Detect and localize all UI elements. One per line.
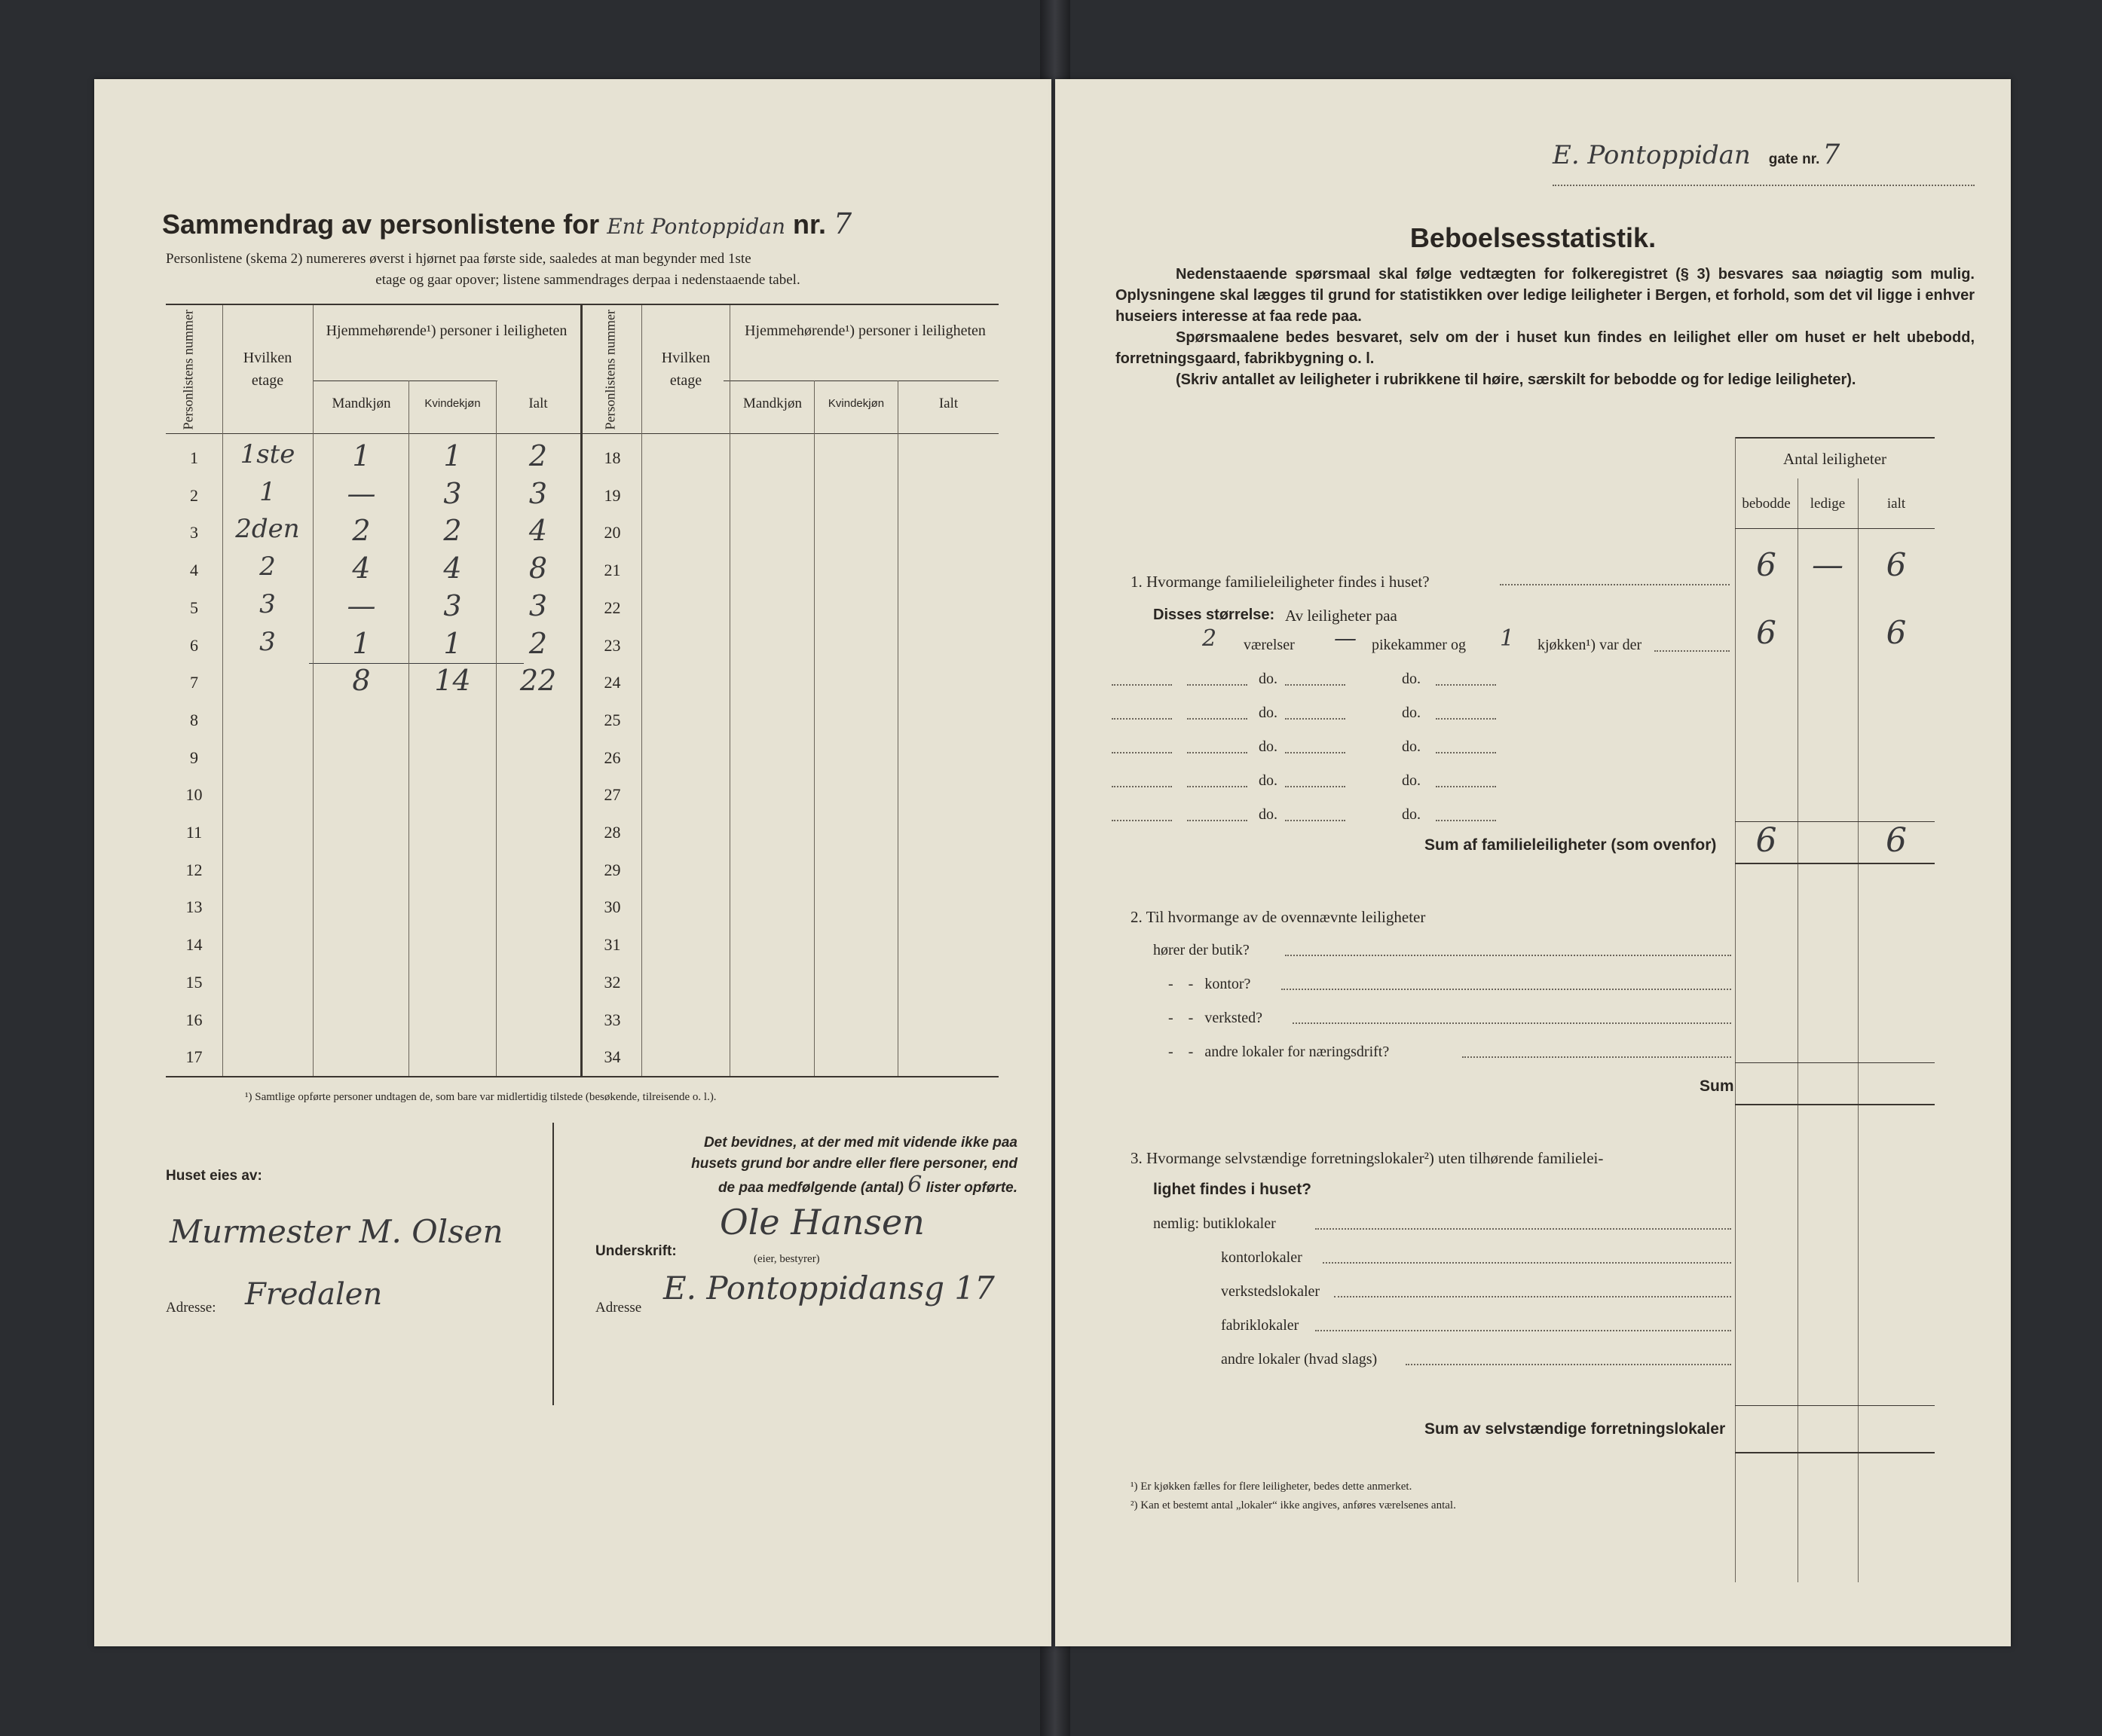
- col-rule-1: [1735, 437, 1736, 1582]
- q3-andre-dots: [1406, 1364, 1731, 1365]
- row-number: 16: [185, 1010, 203, 1029]
- q3-nemlig-dots: [1315, 1228, 1731, 1230]
- q1-row1-dots: [1654, 650, 1730, 652]
- row-number-right: 26: [604, 747, 621, 767]
- cert-line2: husets grund bor andre eller flere personer, end: [691, 1156, 1017, 1172]
- header-ialt: Ialt: [528, 396, 548, 411]
- q3-sum-line: [1735, 1405, 1935, 1406]
- q1-size-text: Av leiligheter paa: [1285, 607, 1397, 625]
- left-intro-line2: etage og gaar opover; listene sammendrages derpaa i nedenstaaende tabel.: [375, 272, 800, 288]
- header-nummer: Personlistens nummer: [180, 310, 196, 430]
- q3-kontor: kontorlokaler: [1221, 1249, 1302, 1266]
- q3-verksted-dots: [1334, 1296, 1731, 1297]
- row-number-right: 24: [604, 673, 621, 692]
- row-number-right: 20: [604, 523, 621, 542]
- cert-line3a: de paa medfølgende (antal): [717, 1180, 904, 1196]
- row-number-right: 31: [604, 935, 621, 955]
- do-dots: [1112, 786, 1172, 787]
- row-etage-hand: 3: [259, 626, 276, 657]
- right-title: Beboelsesstatistik.: [1409, 222, 1657, 253]
- row-number-right: 30: [604, 897, 621, 917]
- q3-line2: lighet findes i huset?: [1153, 1181, 1312, 1198]
- row-number: 17: [185, 1047, 203, 1067]
- q1-sum-ialt: 6: [1886, 821, 1907, 860]
- row-kvinde-hand: 1: [443, 626, 462, 660]
- do-dots: [1285, 786, 1345, 787]
- row-number: 1: [190, 448, 198, 467]
- do-dots: [1285, 684, 1345, 686]
- q3-line1: 3. Hvormange selvstændige forretningslokaler²) uten tilhørende familielei-: [1131, 1149, 1604, 1167]
- do-label-2: do.: [1402, 671, 1421, 687]
- row-mand-hand: 1: [352, 626, 371, 660]
- row-ialt-hand: 3: [528, 588, 548, 622]
- q1-ledige: —: [1812, 546, 1843, 583]
- q2-sum: Sum: [1700, 1077, 1734, 1095]
- q1-vaer: værelser: [1244, 637, 1295, 653]
- left-page: [94, 79, 1051, 1646]
- row-number: 14: [185, 935, 203, 955]
- col-header-line: [1735, 528, 1935, 529]
- q2-kontor-text: kontor?: [1204, 976, 1251, 992]
- col-rule: [814, 381, 815, 1076]
- do-label-1: do.: [1259, 806, 1277, 823]
- row-number: 10: [185, 785, 203, 805]
- col-table-top: [1735, 437, 1935, 439]
- cert-count-handwriting: 6: [907, 1172, 922, 1198]
- row-number: 8: [190, 710, 198, 729]
- signature-handwriting: Ole Hansen: [720, 1202, 925, 1242]
- row-kvinde-hand: 3: [443, 476, 462, 510]
- q2-kontor: - - kontor?: [1168, 976, 1251, 992]
- owner-address-label: Adresse:: [166, 1300, 216, 1316]
- do-dots: [1112, 752, 1172, 753]
- q2-sum-bottom: [1735, 1104, 1935, 1105]
- intro-p1: Nedenstaaende spørsmaal skal følge vedtægten for folkeregistret (§ 3) besvares saa nøiagtig som mulig. Oplysningene skal lægges til grund for statistikken over ledige leiligheter i Bergen, et forhold, som det vil ligge i enhver huseiers interesse at faa rede paa.: [1115, 266, 1975, 325]
- do-dots: [1112, 820, 1172, 821]
- row-etage-hand: 2: [259, 552, 276, 582]
- header-etage: Hvilken etage: [243, 350, 292, 389]
- q1-kjok: kjøkken¹) var der: [1537, 637, 1642, 653]
- footnote-1: ¹) Er kjøkken fælles for flere leiligheter, bedes dette anmerket.: [1131, 1481, 1412, 1493]
- q2-verksted: - - verksted?: [1168, 1010, 1262, 1026]
- row-number-right: 25: [604, 710, 621, 729]
- do-dots: [1187, 786, 1247, 787]
- q1-row1-pike-hand: —: [1334, 625, 1357, 652]
- header-mand: Mandkjøn: [332, 396, 391, 411]
- row-mand-hand: —: [347, 588, 376, 622]
- row-ialt-hand: 4: [528, 514, 548, 548]
- q3-sum: Sum av selvstændige forretningslokaler: [1424, 1420, 1726, 1438]
- row-number: 15: [185, 972, 203, 992]
- row-mand-hand: 8: [352, 664, 371, 698]
- q1-row1-kjok-hand: 1: [1500, 625, 1515, 652]
- do-dots: [1285, 718, 1345, 720]
- do-label-1: do.: [1259, 671, 1277, 687]
- gate-nr-handwriting: 7: [1822, 139, 1840, 170]
- row-ialt-hand: 2: [528, 439, 548, 472]
- certification-text: [577, 1132, 1017, 1199]
- left-footnote: ¹) Samtlige opførte personer undtagen de, som bare var midlertidig tilstede (besøkende, tilreisende o. l.).: [245, 1091, 717, 1103]
- left-title-handwriting: Ent Pontoppidan: [607, 214, 785, 239]
- left-title-nr-handwriting: 7: [834, 207, 852, 240]
- row-kvinde-hand: 4: [443, 552, 462, 585]
- q1-dots: [1500, 584, 1730, 585]
- cert-line1: Det bevidnes, at der med mit vidende ikke paa: [703, 1135, 1017, 1151]
- row-etage-hand: 3: [259, 588, 276, 619]
- do-dots: [1436, 820, 1496, 821]
- do-label-1: do.: [1259, 772, 1277, 789]
- row-number-right: 23: [604, 635, 621, 655]
- header-kvinde: Kvindekjøn: [424, 397, 481, 410]
- do-label-2: do.: [1402, 738, 1421, 755]
- gate-nr-label: gate nr.: [1768, 151, 1820, 167]
- do-dots: [1112, 684, 1172, 686]
- q2-line1: 2. Til hvormange av de ovennævnte leiligheter: [1131, 908, 1426, 926]
- do-dots: [1436, 752, 1496, 753]
- q3-sum-bottom: [1735, 1452, 1935, 1453]
- q2-butik: hører der butik?: [1153, 942, 1250, 958]
- col-ledige: ledige: [1810, 496, 1846, 512]
- owner-address-handwriting: Fredalen: [245, 1277, 383, 1312]
- signature-label: Underskrift:: [595, 1243, 677, 1259]
- row-mand-hand: 1: [352, 439, 371, 472]
- table-bottom-border: [166, 1076, 999, 1077]
- col-rule-center: [580, 305, 583, 1076]
- row-mand-hand: 2: [352, 514, 371, 548]
- row-ialt-hand: 8: [528, 552, 548, 585]
- col-rule: [222, 305, 223, 1076]
- q1-text: 1. Hvormange familieleiligheter findes i huset?: [1131, 573, 1430, 591]
- row-number-right: 19: [604, 485, 621, 505]
- row-number: 12: [185, 860, 203, 879]
- left-title-prefix: Sammendrag av personlistene for: [162, 209, 600, 240]
- row-mand-hand: —: [347, 476, 376, 510]
- q3-fabrik: fabriklokaler: [1221, 1317, 1299, 1334]
- do-dots: [1187, 718, 1247, 720]
- q3-andre: andre lokaler (hvad slags): [1221, 1351, 1378, 1368]
- row-number: 5: [190, 598, 198, 617]
- q2-andre-dots: [1462, 1056, 1731, 1058]
- row-number: 6: [190, 635, 198, 655]
- col-header: Antal leiligheter: [1782, 450, 1887, 468]
- address2-label: Adresse: [595, 1300, 642, 1316]
- footnote-2: ²) Kan et bestemt antal „lokaler“ ikke angives, anføres værelsenes antal.: [1131, 1499, 1456, 1511]
- cert-line3b: lister opførte.: [926, 1180, 1017, 1196]
- q2-verksted-text: verksted?: [1204, 1010, 1262, 1026]
- q1-bebodde: 6: [1756, 546, 1776, 583]
- owner-divider: [552, 1123, 554, 1405]
- q2-verksted-dots: [1293, 1022, 1731, 1024]
- do-label-2: do.: [1402, 704, 1421, 721]
- address2-handwriting: E. Pontoppidansg 17: [663, 1270, 995, 1307]
- q1-row1-bebodde: 6: [1756, 614, 1776, 651]
- do-dots: [1436, 718, 1496, 720]
- row-number: 3: [190, 523, 198, 542]
- row-number-right: 29: [604, 860, 621, 879]
- row-number: 9: [190, 747, 198, 767]
- row-kvinde-hand: 3: [443, 588, 462, 622]
- do-dots: [1436, 684, 1496, 686]
- row-number-right: 28: [604, 823, 621, 842]
- row-number: 13: [185, 897, 203, 917]
- q2-andre: - - andre lokaler for næringsdrift?: [1168, 1044, 1390, 1060]
- do-dots: [1285, 820, 1345, 821]
- left-title-nr: nr.: [793, 209, 827, 240]
- do-dots: [1187, 820, 1247, 821]
- q3-fabrik-dots: [1315, 1330, 1731, 1331]
- row-number-right: 22: [604, 598, 621, 617]
- row-number: 11: [185, 823, 203, 842]
- do-dots: [1112, 718, 1172, 720]
- do-dots: [1187, 752, 1247, 753]
- owner-handwriting: Murmester M. Olsen: [170, 1213, 503, 1250]
- q1-row1-vaer-hand: 2: [1202, 625, 1217, 652]
- col-ialt: ialt: [1886, 496, 1906, 512]
- row-number-right: 27: [604, 785, 621, 805]
- street-line: [1553, 139, 1982, 170]
- q3-verksted: verkstedslokaler: [1221, 1283, 1320, 1300]
- do-dots: [1436, 786, 1496, 787]
- row-mand-hand: 4: [352, 552, 371, 585]
- row-number-right: 32: [604, 972, 621, 992]
- row-number-right: 33: [604, 1010, 621, 1029]
- q1-size-label: Disses størrelse:: [1153, 607, 1275, 623]
- row-ialt-hand: 2: [528, 626, 548, 660]
- q1-pike: pikekammer og: [1372, 637, 1466, 653]
- row-ialt-hand: 3: [528, 476, 548, 510]
- street-dots: [1553, 185, 1975, 186]
- owner-label: Huset eies av:: [166, 1168, 262, 1184]
- row-number: 4: [190, 561, 198, 580]
- row-number-right: 21: [604, 561, 621, 580]
- col-rule: [313, 305, 314, 1076]
- right-page: [1055, 79, 2011, 1646]
- header-nummer-2: Personlistens nummer: [602, 310, 618, 430]
- row-number-right: 18: [604, 448, 621, 467]
- right-intro: [1115, 264, 1975, 390]
- q2-butik-dots: [1285, 955, 1731, 956]
- col-rule: [641, 305, 642, 1076]
- do-dots: [1285, 752, 1345, 753]
- header-etage-2: Hvilken etage: [661, 350, 711, 389]
- do-label-2: do.: [1402, 772, 1421, 789]
- q2-andre-text: andre lokaler for næringsdrift?: [1204, 1044, 1390, 1060]
- row-number-right: 34: [604, 1047, 621, 1067]
- q3-kontor-dots: [1323, 1262, 1731, 1264]
- col-bebodde: bebodde: [1742, 496, 1791, 512]
- q1-ialt: 6: [1886, 546, 1907, 583]
- header-hjemme: Hjemmehørende¹) personer i leiligheten: [326, 322, 568, 339]
- q1-sum-bottom: [1735, 863, 1935, 864]
- q3-nemlig: nemlig: butiklokaler: [1153, 1215, 1276, 1232]
- intro-p3: (Skriv antallet av leiligheter i rubrikkene til høire, særskilt for bebodde og for ledige leiligheter).: [1176, 371, 1856, 388]
- row-kvinde-hand: 1: [443, 439, 462, 472]
- street-handwriting: E. Pontoppidan: [1553, 140, 1751, 170]
- header-kvinde-2: Kvindekjøn: [828, 397, 885, 410]
- row-etage-hand: 1: [259, 476, 276, 507]
- q1-sum: Sum af familieleiligheter (som ovenfor): [1424, 836, 1717, 854]
- do-label-2: do.: [1402, 806, 1421, 823]
- row-etage-hand: 2den: [235, 514, 300, 545]
- left-title: [162, 207, 852, 240]
- header-hjemme-2: Hjemmehørende¹) personer i leiligheten: [745, 322, 986, 339]
- do-label-1: do.: [1259, 704, 1277, 721]
- header-ialt-2: Ialt: [938, 396, 959, 411]
- cert-line3: [577, 1172, 1017, 1199]
- q1-row1-ialt: 6: [1886, 614, 1907, 651]
- row-number: 2: [190, 485, 198, 505]
- row-kvinde-hand: 14: [434, 664, 471, 698]
- row-kvinde-hand: 2: [443, 514, 462, 548]
- do-dots: [1187, 684, 1247, 686]
- do-label-1: do.: [1259, 738, 1277, 755]
- q2-kontor-dots: [1281, 989, 1731, 990]
- row-etage-hand: 1ste: [240, 439, 295, 469]
- header-mand-2: Mandkjøn: [742, 396, 803, 411]
- left-intro-line1: Personlistene (skema 2) numereres øverst i hjørnet paa første side, saaledes at man begynder med 1ste: [166, 251, 751, 267]
- signature-sub: (eier, bestyrer): [754, 1253, 820, 1265]
- q2-sum-line: [1735, 1062, 1935, 1063]
- row-ialt-hand: 22: [519, 664, 557, 698]
- row-number: 7: [190, 673, 198, 692]
- intro-p2: Spørsmaalene bedes besvaret, selv om der i huset kun findes en leilighet eller om huset er helt ubebodd, forretningsgaard, fabrikbygning o. l.: [1115, 329, 1975, 367]
- q1-sum-bebodde: 6: [1755, 821, 1777, 860]
